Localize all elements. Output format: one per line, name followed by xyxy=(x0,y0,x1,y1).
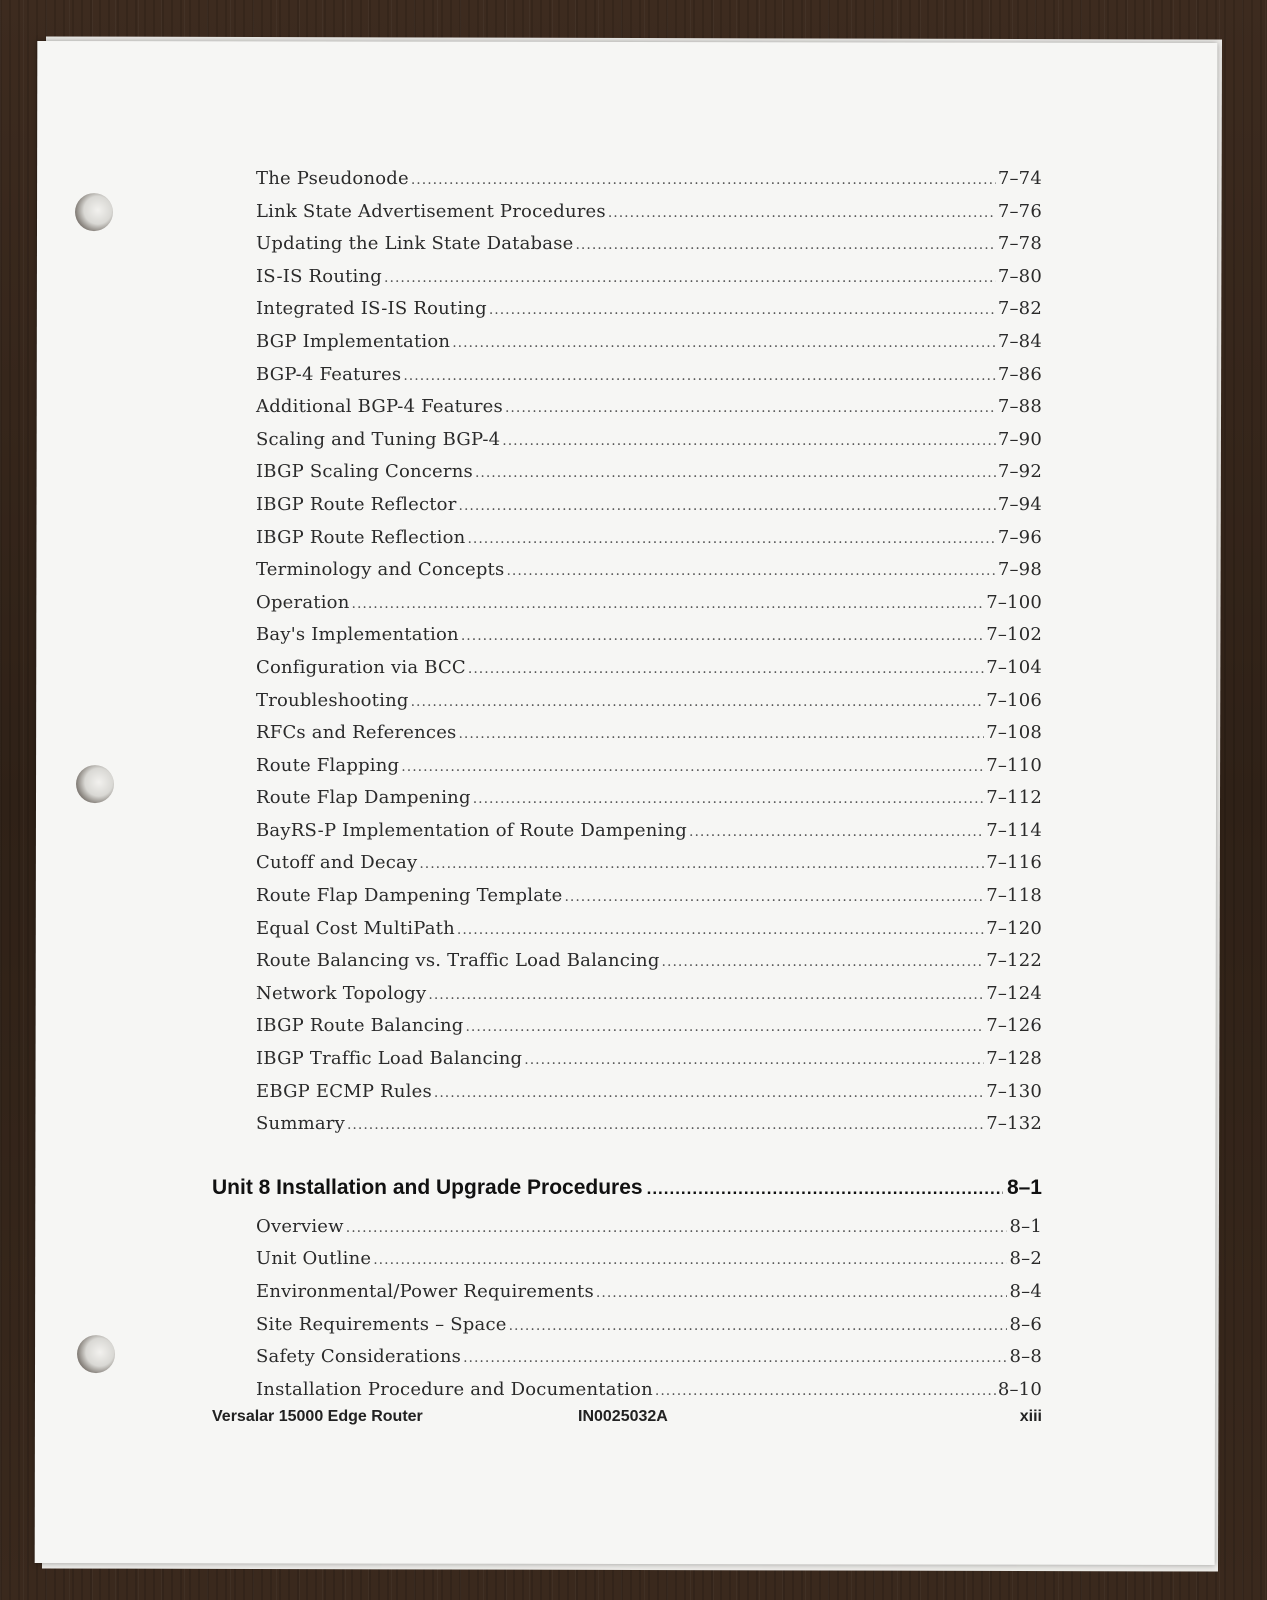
toc-entry-title: Unit Outline xyxy=(256,1248,372,1270)
toc-entry xyxy=(212,787,1042,820)
toc-entry-title: Bay's Implementation xyxy=(256,624,459,646)
toc-entry xyxy=(212,364,1042,397)
toc-entry xyxy=(212,820,1042,853)
toc-entry-page: 7–120 xyxy=(986,917,1042,939)
toc-entry xyxy=(212,657,1042,690)
toc-entry-page: 7–114 xyxy=(986,819,1042,841)
leader-dots xyxy=(458,726,984,742)
toc-entry-page: 7–80 xyxy=(997,265,1042,287)
toc-entry-page: 7–82 xyxy=(997,298,1042,320)
leader-dots xyxy=(463,1350,1007,1366)
toc-entry-title: Environmental/Power Requirements xyxy=(256,1281,594,1302)
leader-dots xyxy=(411,694,985,710)
toc-entry-title: The Pseudonode xyxy=(256,168,409,189)
toc-entry-title: IBGP Route Reflector xyxy=(256,493,457,515)
toc-entry-page: 7–128 xyxy=(986,1048,1042,1070)
toc-entry xyxy=(212,755,1042,788)
toc-entry-title: Route Flap Dampening xyxy=(256,787,471,809)
punch-hole-top xyxy=(75,193,113,231)
leader-dots xyxy=(505,400,996,416)
leader-dots xyxy=(347,1117,984,1133)
toc-entry-title: RFCs and References xyxy=(256,722,457,744)
toc-entry-title: Scaling and Tuning BGP-4 xyxy=(256,428,501,450)
toc-entry-page: 7–78 xyxy=(997,233,1042,255)
toc-entry-page: 7–86 xyxy=(997,363,1042,385)
toc-entry xyxy=(212,168,1042,201)
leader-dots xyxy=(352,596,985,612)
toc-unit7-entries xyxy=(212,168,1042,1146)
toc-entry xyxy=(212,1346,1042,1379)
toc-entry-title: Troubleshooting xyxy=(256,689,409,711)
toc-entry-page: 7–126 xyxy=(986,1015,1042,1037)
toc-entry-page: 7–94 xyxy=(997,493,1042,515)
toc-entry-page: 7–102 xyxy=(986,624,1042,646)
toc-entry-title: Operation xyxy=(256,591,350,613)
toc-entry-page: 7–116 xyxy=(986,852,1042,874)
toc-entry xyxy=(212,298,1042,331)
footer-product-name: Versalar 15000 Edge Router xyxy=(212,1408,423,1425)
leader-dots xyxy=(411,172,996,188)
toc-entry-page: 8–8 xyxy=(1009,1346,1042,1368)
leader-dots xyxy=(452,335,996,351)
toc-entry xyxy=(212,527,1042,560)
leader-dots xyxy=(475,465,996,481)
toc-entry-title: Site Requirements – Space xyxy=(256,1313,507,1335)
leader-dots xyxy=(465,1019,984,1035)
toc-entry-page: 7–132 xyxy=(986,1113,1042,1135)
toc-entry-title: BGP-4 Features xyxy=(256,363,402,385)
toc-entry-title: Safety Considerations xyxy=(256,1346,462,1368)
leader-dots xyxy=(459,498,996,514)
toc-entry-title: Equal Cost MultiPath xyxy=(256,917,455,939)
toc-entry-page: 7–84 xyxy=(997,330,1042,352)
leader-dots xyxy=(608,205,996,221)
unit-heading-page: 8–1 xyxy=(1006,1175,1042,1199)
toc-entry-page: 7–112 xyxy=(986,787,1042,809)
table-of-contents xyxy=(212,168,1042,1411)
toc-entry-page: 7–88 xyxy=(997,396,1042,418)
toc-entry xyxy=(212,983,1042,1016)
leader-dots xyxy=(689,824,984,840)
toc-entry xyxy=(212,429,1042,462)
footer-page-number: xiii xyxy=(1019,1408,1042,1425)
leader-dots xyxy=(509,1318,1008,1334)
toc-entry-title: IBGP Scaling Concerns xyxy=(256,461,473,483)
leader-dots xyxy=(419,856,984,872)
toc-entry-title: Updating the Link State Database xyxy=(256,233,574,255)
toc-entry-page: 8–1 xyxy=(1009,1215,1042,1237)
toc-entry xyxy=(212,918,1042,951)
toc-entry xyxy=(212,690,1042,723)
toc-entry xyxy=(212,1113,1042,1146)
toc-entry-page: 7–118 xyxy=(986,885,1042,907)
leader-dots xyxy=(506,563,995,579)
toc-entry xyxy=(212,950,1042,983)
toc-entry-title: Terminology and Concepts xyxy=(256,559,505,581)
toc-entry-title: Summary xyxy=(256,1113,345,1135)
toc-entry xyxy=(212,1248,1042,1281)
toc-entry-title: Integrated IS-IS Routing xyxy=(256,298,487,320)
leader-dots xyxy=(502,433,996,449)
leader-dots xyxy=(473,791,985,807)
toc-entry xyxy=(212,885,1042,918)
toc-entry xyxy=(212,331,1042,364)
leader-dots xyxy=(401,759,984,775)
toc-entry-page: 8–4 xyxy=(1009,1281,1042,1302)
leader-dots xyxy=(575,237,995,253)
leader-dots xyxy=(655,1383,996,1399)
toc-entry-title: IBGP Route Reflection xyxy=(256,526,466,548)
toc-entry xyxy=(212,266,1042,299)
toc-entry-title: Route Balancing vs. Traffic Load Balancing xyxy=(256,950,660,972)
toc-entry xyxy=(212,852,1042,885)
toc-entry-page: 8–2 xyxy=(1009,1248,1042,1270)
toc-entry-page: 7–90 xyxy=(997,428,1042,450)
toc-entry-page: 7–108 xyxy=(986,722,1042,744)
toc-entry-title: IBGP Route Balancing xyxy=(256,1015,464,1037)
toc-entry-title: Link State Advertisement Procedures xyxy=(256,200,606,222)
toc-entry-title: BGP Implementation xyxy=(256,330,451,352)
toc-entry-page: 7–96 xyxy=(997,526,1042,548)
toc-entry-title: Route Flapping xyxy=(256,754,400,776)
leader-dots xyxy=(461,628,984,644)
toc-entry xyxy=(212,233,1042,266)
leader-dots xyxy=(489,302,996,318)
toc-entry-page: 7–98 xyxy=(997,559,1042,581)
toc-entry xyxy=(212,1281,1042,1314)
toc-entry-page: 8–10 xyxy=(997,1378,1042,1400)
toc-entry-title: EBGP ECMP Rules xyxy=(256,1080,432,1102)
leader-dots xyxy=(596,1285,1008,1301)
toc-entry xyxy=(212,201,1042,234)
toc-entry-title: Additional BGP-4 Features xyxy=(256,396,503,418)
toc-entry-page: 7–100 xyxy=(986,591,1042,613)
toc-entry-title: Cutoff and Decay xyxy=(256,852,418,874)
footer-document-id: IN0025032A xyxy=(578,1408,668,1425)
toc-entry-title: IBGP Traffic Load Balancing xyxy=(256,1048,523,1070)
leader-dots xyxy=(346,1220,1008,1236)
toc-entry xyxy=(212,1379,1042,1412)
leader-dots xyxy=(457,922,984,938)
punch-hole-middle xyxy=(76,765,114,803)
leader-dots xyxy=(373,1252,1007,1268)
leader-dots xyxy=(384,270,996,286)
toc-entry xyxy=(212,559,1042,592)
toc-entry xyxy=(212,722,1042,755)
toc-entry-title: IS-IS Routing xyxy=(256,265,383,287)
toc-entry-title: BayRS-P Implementation of Route Dampening xyxy=(256,819,687,841)
leader-dots xyxy=(564,889,984,905)
toc-unit8-entries xyxy=(212,1216,1042,1412)
leader-dots xyxy=(662,954,985,970)
toc-entry xyxy=(212,1081,1042,1114)
toc-entry-page: 7–74 xyxy=(997,168,1042,189)
unit-heading-title: Unit 8 Installation and Upgrade Procedures xyxy=(212,1175,643,1199)
toc-entry-page: 7–122 xyxy=(986,950,1042,972)
toc-entry-title: Installation Procedure and Documentation xyxy=(256,1378,653,1400)
toc-entry xyxy=(212,592,1042,625)
toc-entry-page: 8–6 xyxy=(1009,1313,1042,1335)
toc-entry-title: Network Topology xyxy=(256,982,427,1004)
leader-dots xyxy=(468,661,984,677)
toc-entry-page: 7–130 xyxy=(986,1080,1042,1102)
toc-entry xyxy=(212,461,1042,494)
toc-entry-page: 7–76 xyxy=(997,200,1042,222)
toc-entry-page: 7–110 xyxy=(986,754,1042,776)
toc-entry xyxy=(212,1314,1042,1347)
leader-dots xyxy=(428,987,984,1003)
toc-entry-title: Overview xyxy=(256,1215,344,1237)
toc-entry-page: 7–124 xyxy=(986,982,1042,1004)
leader-dots xyxy=(524,1052,984,1068)
toc-entry-page: 7–104 xyxy=(986,656,1042,678)
toc-entry xyxy=(212,494,1042,527)
leader-dots xyxy=(403,368,995,384)
toc-entry-title: Configuration via BCC xyxy=(256,656,466,678)
toc-entry-page: 7–106 xyxy=(986,689,1042,711)
leader-dots xyxy=(467,531,995,547)
toc-entry-title: Route Flap Dampening Template xyxy=(256,885,563,907)
leader-dots xyxy=(647,1179,1003,1199)
toc-entry xyxy=(212,624,1042,657)
toc-entry-page: 7–92 xyxy=(997,461,1042,483)
toc-entry xyxy=(212,1048,1042,1081)
toc-entry xyxy=(212,1216,1042,1249)
toc-entry xyxy=(212,1015,1042,1048)
toc-entry xyxy=(212,396,1042,429)
punch-hole-bottom xyxy=(77,1335,115,1373)
toc-unit-heading xyxy=(212,1176,1042,1212)
leader-dots xyxy=(434,1085,984,1101)
